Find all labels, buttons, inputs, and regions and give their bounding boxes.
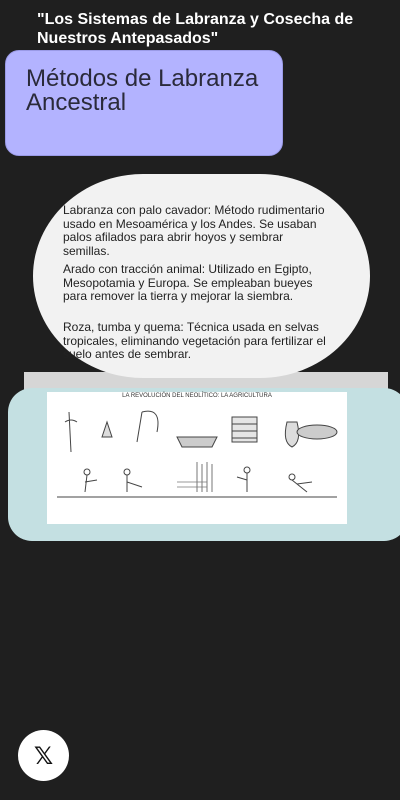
page-title: "Los Sistemas de Labranza y Cosecha de Nuestros Antepasados": [37, 11, 354, 47]
x-button[interactable]: [18, 730, 69, 781]
paragraph-roza-tumba-quema: Roza, tumba y quema: Técnica usada en selvas tropicales, eliminando vegetación para fertilizar el suelo antes de sembrar.: [63, 320, 326, 361]
heading-card: [5, 50, 283, 156]
illustration-title: LA REVOLUCIÓN DEL NEOLÍTICO: LA AGRICULTURA: [122, 393, 272, 399]
text-bubble: [33, 174, 370, 378]
x-icon: 𝕏: [33, 741, 54, 770]
paragraph-palo-cavador: Labranza con palo cavador: Método rudimentario usado en Mesoamérica y los Andes. Se usaban palos afilados para abrir hoyos y sembrar semillas.: [63, 203, 325, 258]
illustration-drawing: [47, 392, 347, 524]
paragraph-arado: Arado con tracción animal: Utilizado en Egipto, Mesopotamia y Europa. Se empleaban bueyes para remover la tierra y mejorar la siembra.: [63, 262, 313, 303]
section-heading: Métodos de Labranza Ancestral: [26, 65, 259, 116]
neolithic-agriculture-illustration: [47, 392, 347, 524]
